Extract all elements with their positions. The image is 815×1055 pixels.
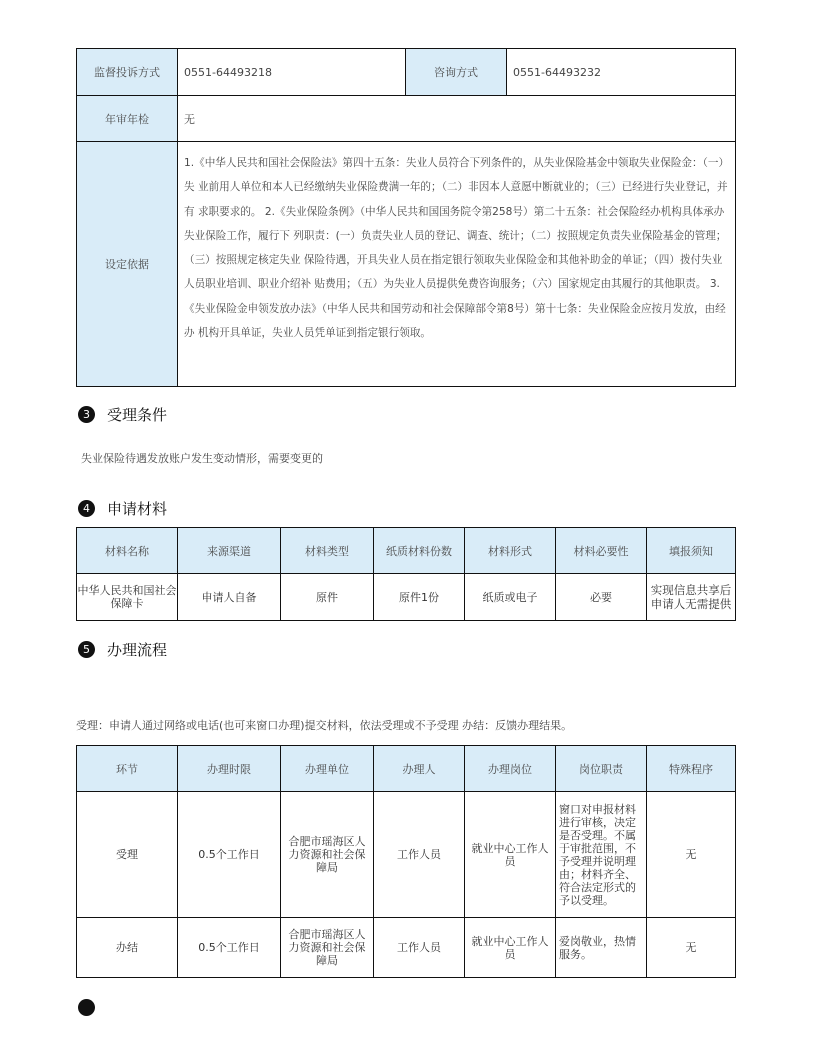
acceptance-condition-text: 失业保险待遇发放账户发生变动情形，需要变更的 bbox=[81, 452, 323, 465]
column-header: 材料类型 bbox=[281, 528, 374, 574]
column-header: 材料必要性 bbox=[556, 528, 647, 574]
legal-basis-text: 1.《中华人民共和国社会保险法》第四十五条：失业人员符合下列条件的，从失业保险基金中领取失业保险金：（一）失 业前用人单位和本人已经缴纳失业保险费满一年的；（二）非因本人意愿中断就业的；（三）已经进行失业登记，并有 求职要求的。 2.《失业保险条例》（中华人民共和国国务院令第258号）第二十五条：社会保险经办机构具体承办失业保险工作，履行下 列职责：(一）负责失业人员的登记、调查、统计；（二）按照规定负责失业保险基金的管理；（三）按照规定核定失业 保险待遇，开具失业人员在指定银行领取失业保险金和其他补助金的单证；（四）拨付失业人员职业培训、职业介绍补 贴费用；（五）为失业人员提供免费咨询服务；（六）国家规定由其履行的其他职责。 3.《失业保险金申领发放办法》（中华人民共和国劳动和社会保障部令第8号）第十七条：失业保险金应按月发放，由经办 机构开具单证，失业人员凭单证到指定银行领取。 bbox=[178, 142, 736, 387]
section-number-badge: 4 bbox=[78, 500, 95, 517]
step-duty: 窗口对申报材料进行审核，决定是否受理。不属于审批范围，不予受理并说明理由；材料齐全、符合法定形式的予以受理。 bbox=[559, 802, 636, 907]
section-5-heading bbox=[78, 639, 167, 660]
step-unit: 合肥市瑶海区人力资源和社会保障局 bbox=[288, 928, 366, 967]
legal-basis-label: 设定依据 bbox=[77, 142, 178, 387]
column-header: 办理时限 bbox=[178, 746, 281, 792]
section-3-heading bbox=[78, 404, 167, 425]
column-header: 环节 bbox=[77, 746, 178, 792]
column-header: 办理人 bbox=[374, 746, 465, 792]
material-name: 中华人民共和国社会保障卡 bbox=[77, 574, 178, 621]
step-unit: 合肥市瑶海区人力资源和社会保障局 bbox=[288, 835, 366, 874]
column-header: 办理岗位 bbox=[465, 746, 556, 792]
material-necessity: 必要 bbox=[556, 574, 647, 621]
section-number-badge: 5 bbox=[78, 641, 95, 658]
column-header: 来源渠道 bbox=[178, 528, 281, 574]
column-header: 材料名称 bbox=[77, 528, 178, 574]
annual-review-value: 无 bbox=[178, 96, 736, 142]
column-header: 填报须知 bbox=[647, 528, 736, 574]
column-header: 材料形式 bbox=[465, 528, 556, 574]
table-row bbox=[77, 574, 736, 621]
section-number-badge: 3 bbox=[78, 406, 95, 423]
section-4-heading bbox=[78, 498, 167, 519]
step-name: 办结 bbox=[77, 918, 178, 978]
step-special-procedure: 无 bbox=[647, 918, 736, 978]
step-duty: 爱岗敬业，热情服务。 bbox=[559, 934, 636, 961]
material-form: 纸质或电子 bbox=[465, 574, 556, 621]
column-header: 办理单位 bbox=[281, 746, 374, 792]
consult-phone: 0551-64493232 bbox=[507, 49, 736, 96]
step-time-limit: 0.5个工作日 bbox=[178, 918, 281, 978]
step-post: 就业中心工作人员 bbox=[471, 934, 549, 961]
material-notice: 实现信息共享后申请人无需提供 bbox=[647, 574, 736, 621]
process-summary-text: 受理：申请人通过网络或电话(也可来窗口办理)提交材料，依法受理或不予受理 办结：反馈办理结果。 bbox=[76, 719, 573, 732]
material-copies: 原件1份 bbox=[374, 574, 465, 621]
annual-review-label: 年审年检 bbox=[77, 96, 178, 142]
column-header: 岗位职责 bbox=[556, 746, 647, 792]
column-header: 特殊程序 bbox=[647, 746, 736, 792]
step-name: 受理 bbox=[77, 792, 178, 918]
section-title: 受理条件 bbox=[107, 406, 168, 424]
table-row bbox=[77, 792, 736, 918]
section-title: 申请材料 bbox=[107, 500, 168, 518]
section-title: 办理流程 bbox=[107, 641, 168, 659]
consult-label: 咨询方式 bbox=[406, 49, 507, 96]
process-table bbox=[76, 745, 736, 978]
material-source: 申请人自备 bbox=[178, 574, 281, 621]
step-handler: 工作人员 bbox=[374, 792, 465, 918]
next-section-badge bbox=[78, 999, 95, 1016]
complaint-label: 监督投诉方式 bbox=[77, 49, 178, 96]
column-header: 纸质材料份数 bbox=[374, 528, 465, 574]
materials-table bbox=[76, 527, 736, 621]
step-post: 就业中心工作人员 bbox=[471, 841, 549, 868]
table-row bbox=[77, 918, 736, 978]
step-time-limit: 0.5个工作日 bbox=[178, 792, 281, 918]
step-special-procedure: 无 bbox=[647, 792, 736, 918]
step-handler: 工作人员 bbox=[374, 918, 465, 978]
complaint-phone: 0551-64493218 bbox=[178, 49, 406, 96]
material-type: 原件 bbox=[281, 574, 374, 621]
info-table bbox=[76, 48, 736, 387]
